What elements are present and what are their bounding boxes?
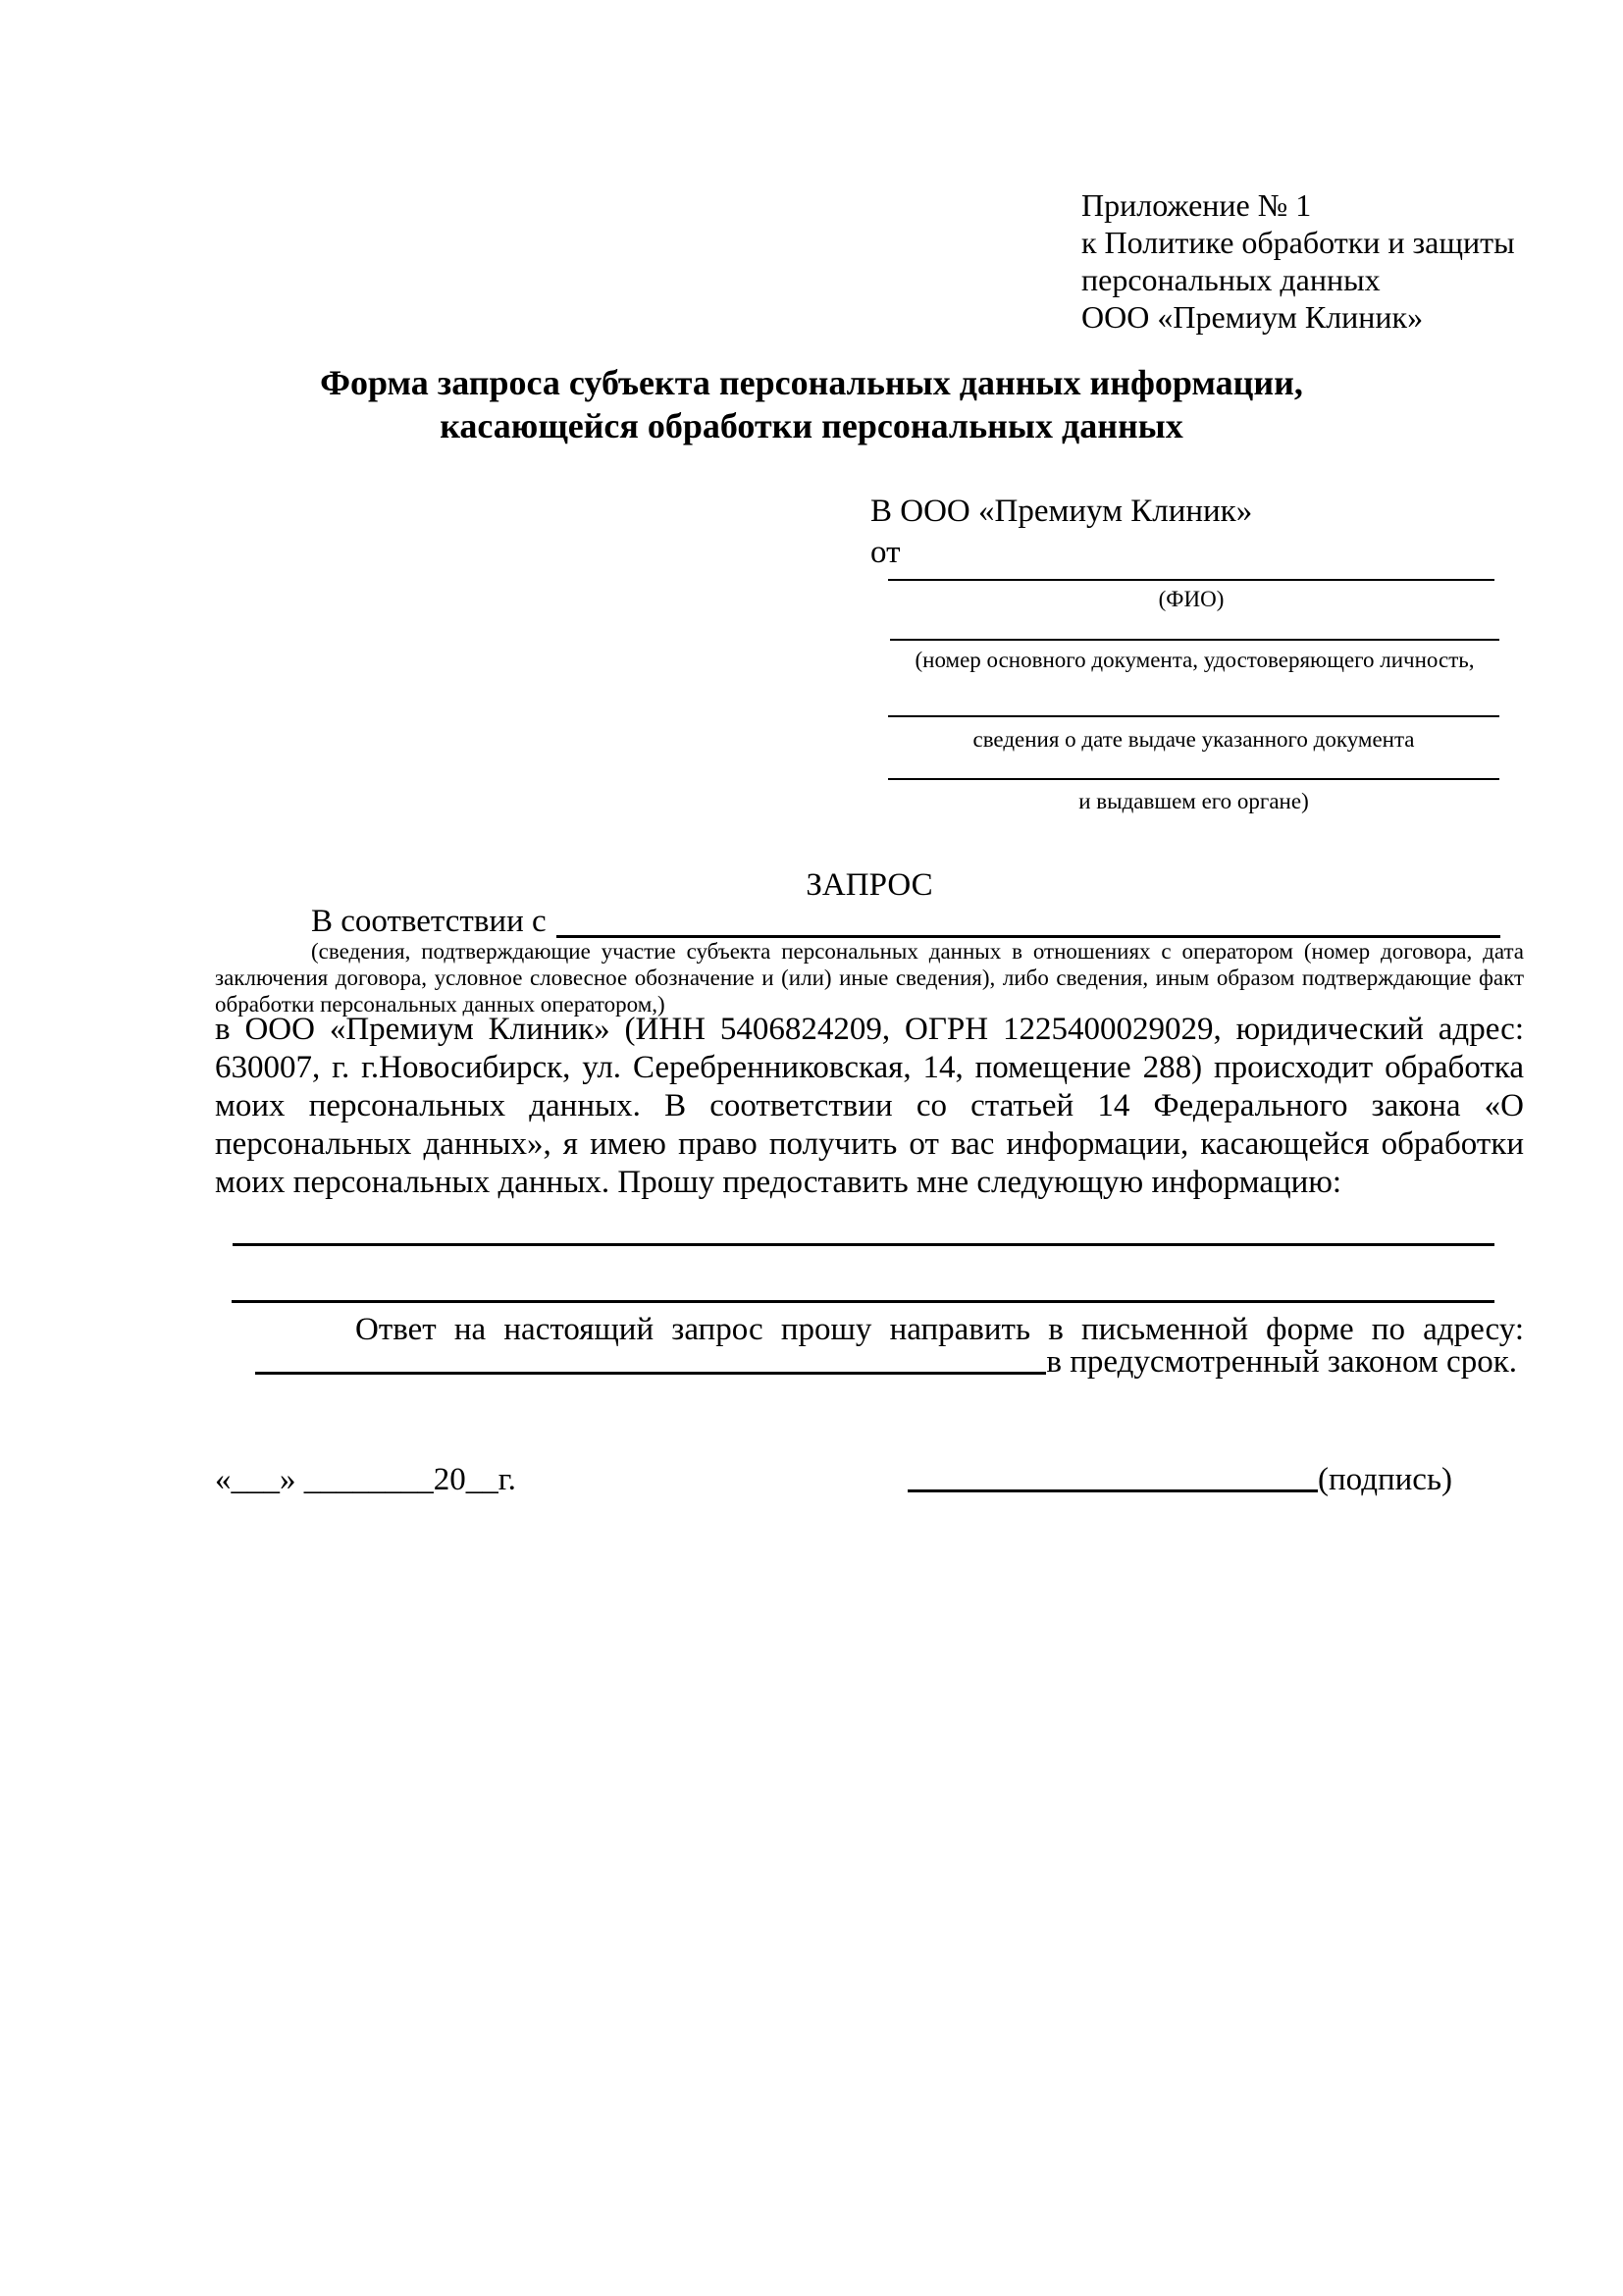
issue-date-caption: сведения о дате выдаче указанного документа: [972, 727, 1415, 752]
date-field: «___» ________20__г.: [215, 1462, 516, 1497]
reply-address-row: [255, 1344, 1517, 1383]
request-body: в ООО «Премиум Клиник» (ИНН 5406824209, ОГРН 1225400029029, юридический адрес: 630007, г. г.Новосибирск, ул. Серебренниковская, 14, помещение 288) происходит обработка моих персональных данных. В соответствии со статьей 14 Федерального закона «О персональных данных», я имею право получить от вас информации, касающейся обработки моих персональных данных. Прошу предоставить мне следующую информацию:: [215, 1012, 1524, 1200]
issuing-authority-caption: и выдавшем его органе): [1078, 789, 1309, 813]
recipient-organization: В ООО «Премиум Клиник»: [870, 494, 1253, 529]
address-blank-line: [255, 1344, 1046, 1375]
accordance-row: [215, 904, 1500, 941]
appendix-header-line: Приложение № 1: [1081, 187, 1312, 223]
signature-blank-line: [908, 1489, 1318, 1492]
request-heading: ЗАПРОС: [806, 867, 933, 903]
appendix-header-line: к Политике обработки и защиты: [1081, 225, 1515, 260]
blank-writing-line: [233, 1243, 1494, 1246]
issue-date-blank-line: [888, 715, 1499, 717]
document-title-line: Форма запроса субъекта персональных данных информации,: [320, 363, 1303, 402]
accordance-blank-line: [556, 904, 1500, 938]
identity-document-blank-line: [890, 639, 1499, 641]
fio-caption: (ФИО): [1158, 587, 1225, 611]
issuing-authority-blank-line: [888, 778, 1499, 780]
fine-print-note: (сведения, подтверждающие участие субъекта персональных данных в отношениях с оператором (номер договора, дата заключения договора, условное словесное обозначение и (или) иные сведения), либо сведения, иным образом подтверждающие факт обработки персональных данных оператором,): [215, 939, 1524, 1017]
reply-instruction: Ответ на настоящий запрос прошу направить в письменной форме по адресу:: [355, 1312, 1524, 1347]
document-title-line: касающейся обработки персональных данных: [440, 406, 1183, 445]
signature-caption: (подпись): [1318, 1462, 1452, 1497]
blank-writing-line: [232, 1300, 1494, 1303]
reply-deadline: в предусмотренный законом срок.: [1046, 1344, 1517, 1380]
identity-document-caption: (номер основного документа, удостоверяющего личность,: [915, 648, 1475, 672]
appendix-header: [1081, 186, 1515, 336]
fio-blank-line: [888, 579, 1494, 581]
accordance-prefix: В соответствии с: [311, 904, 547, 939]
from-label: от: [870, 535, 901, 570]
appendix-header-line: ООО «Премиум Клиник»: [1081, 299, 1424, 335]
document-title: [0, 361, 1623, 447]
appendix-header-line: персональных данных: [1081, 262, 1381, 297]
